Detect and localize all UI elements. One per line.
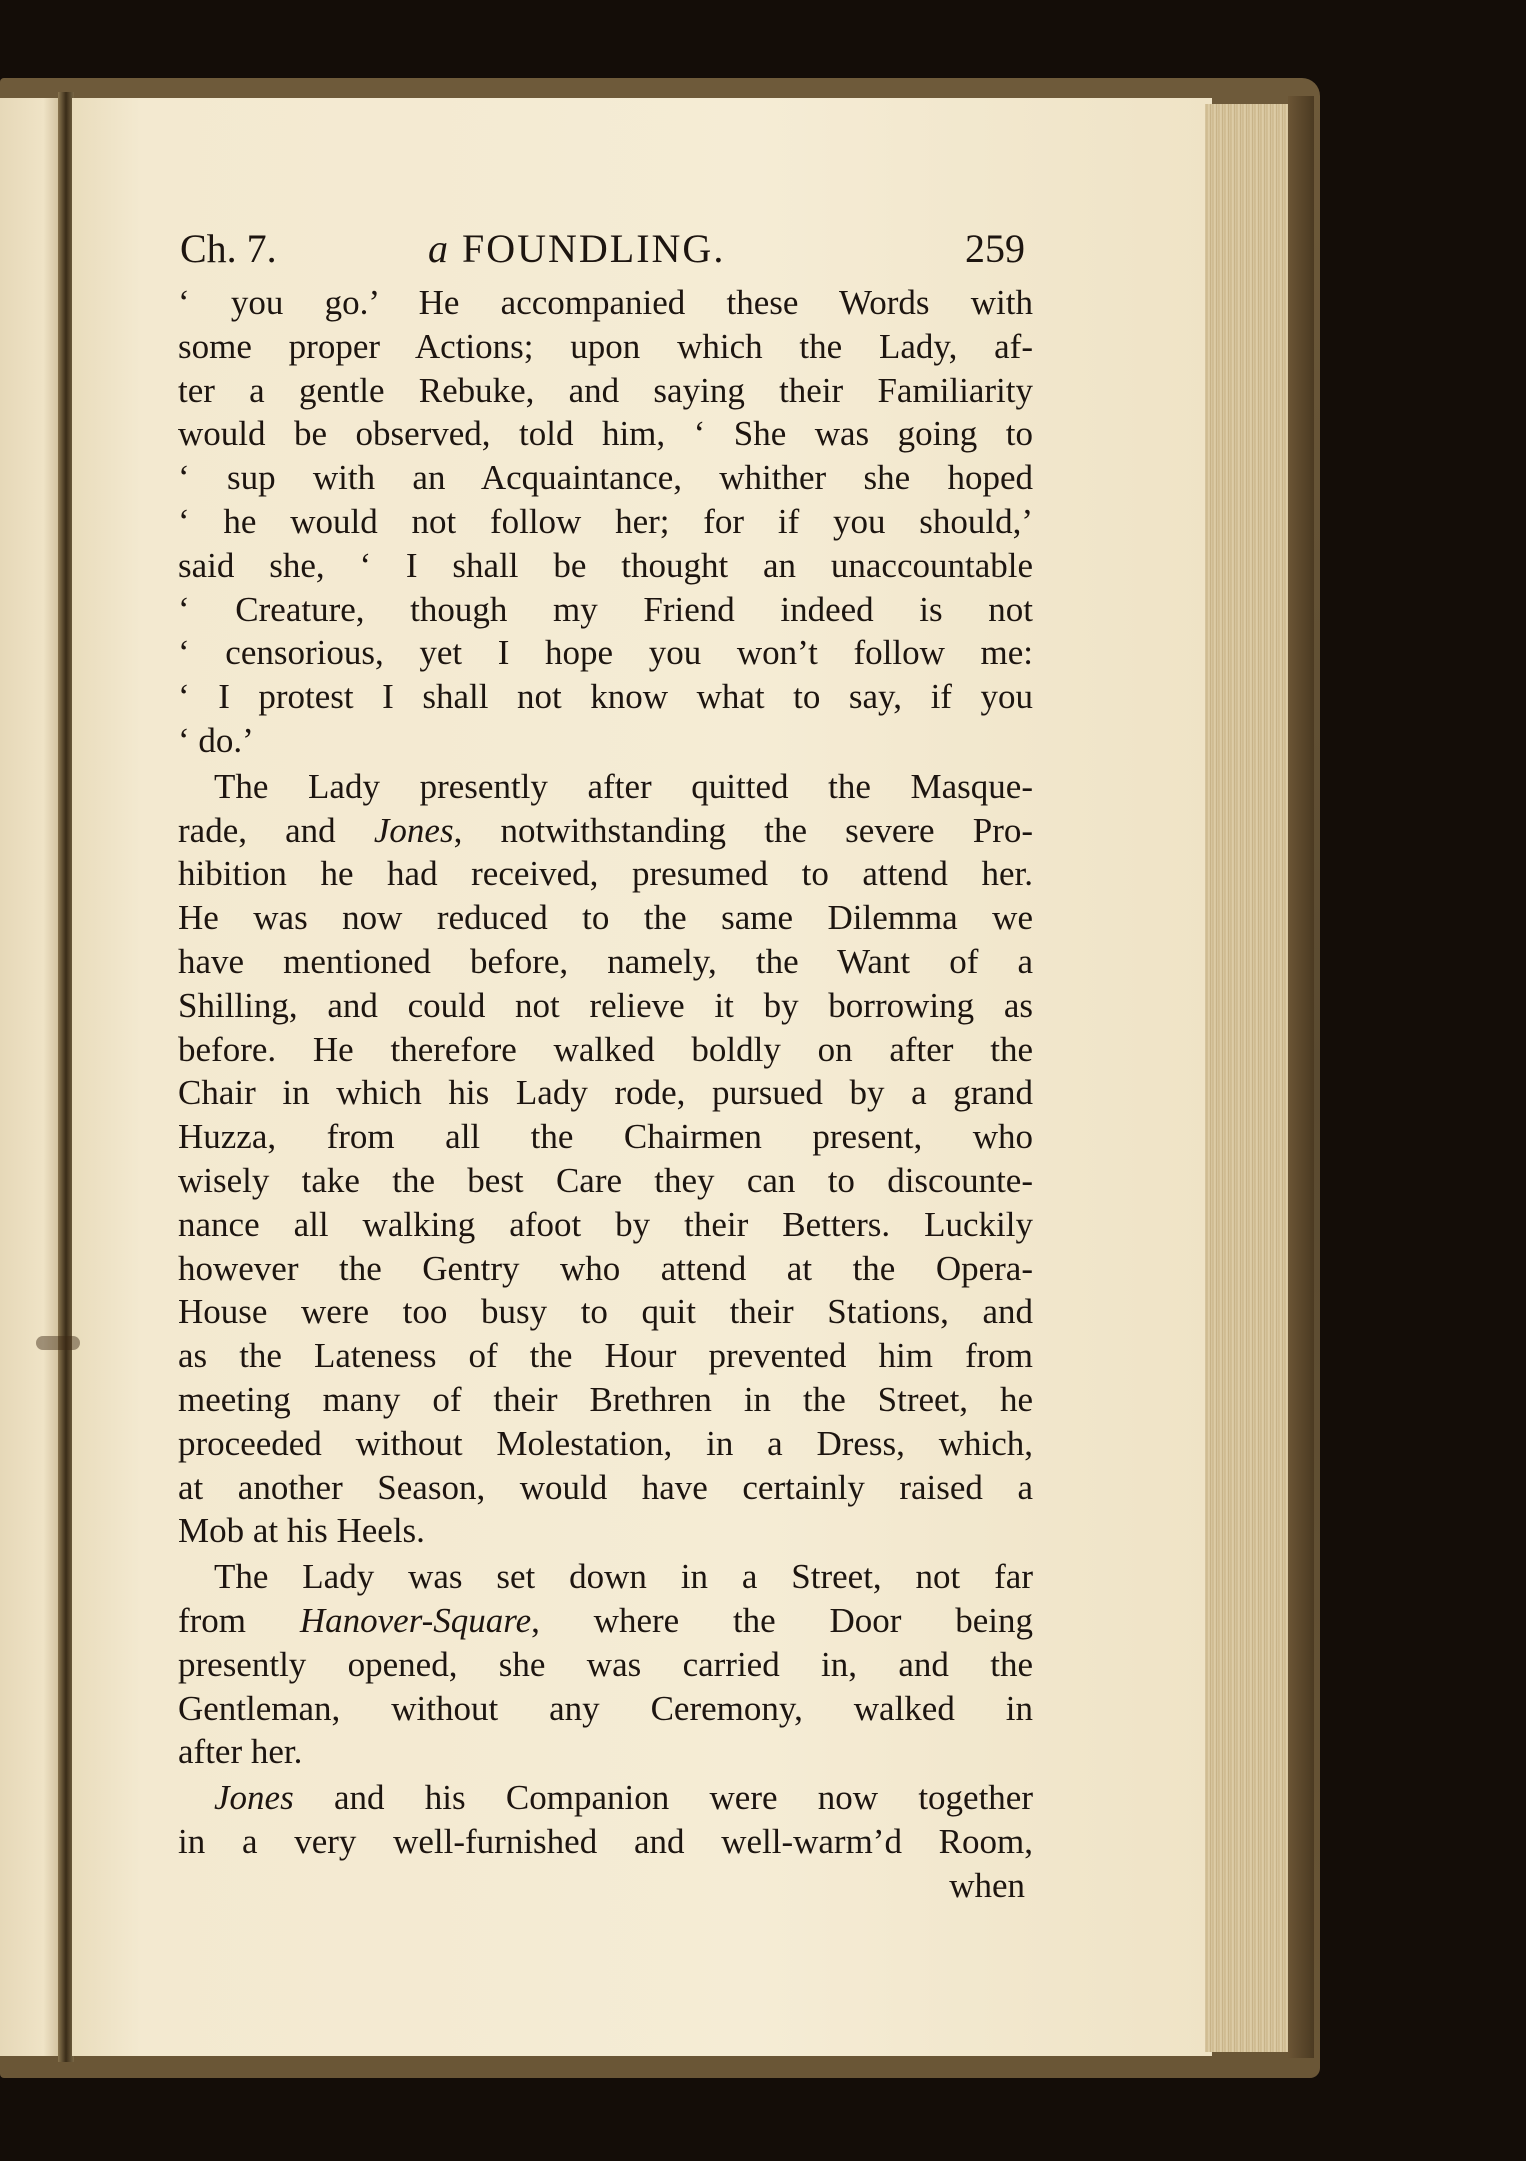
text-line: said she, ‘ I shall be thought an unaccountable [178,545,1033,585]
text-line: proceeded without Molestation, in a Dress, which, [178,1423,1033,1463]
text-line: rade, and Jones, notwithstanding the severe Pro- [178,810,1034,850]
left-page-edge [0,98,62,2056]
text-line: Gentleman, without any Ceremony, walked in [178,1688,1033,1728]
text-line: however the Gentry who attend at the Opera- [178,1248,1033,1288]
text-line: Chair in which his Lady rode, pursued by a grand [178,1073,1033,1113]
text-line: as the Lateness of the Hour prevented him from [178,1336,1033,1376]
text-line: Huzza, from all the Chairmen present, who [178,1117,1033,1157]
text-line: The Lady presently after quitted the Masque- [214,766,1033,806]
text-line: The Lady was set down in a Street, not far [214,1557,1033,1597]
text-line: hibition he had received, presumed to attend her. [178,854,1033,894]
text-line: at another Season, would have certainly raised a [178,1467,1033,1507]
catchword: when [949,1865,1025,1905]
text-line: wisely take the best Care they can to discounte- [178,1160,1033,1200]
text-line: after her. [178,1732,303,1772]
text-line: in a very well-furnished and well-warm’d Room, [178,1821,1033,1861]
page-edges [1205,104,1290,2052]
text-line: ‘ he would not follow her; for if you should,’ [178,501,1033,541]
text-line: ‘ do.’ [178,720,254,760]
text-line: ‘ sup with an Acquaintance, whither she hoped [178,458,1033,498]
text-line: nance all walking afoot by their Betters. Luckily [178,1204,1033,1244]
text-line: before. He therefore walked boldly on after the [178,1029,1033,1069]
text-line: would be observed, told him, ‘ She was going to [178,414,1033,454]
page-number: 259 [965,226,1025,271]
text-line: He was now reduced to the same Dilemma we [178,898,1033,938]
text-line: have mentioned before, namely, the Want of a [178,941,1033,981]
text-line: ‘ Creature, though my Friend indeed is not [178,589,1033,629]
binding-edge [1288,96,1314,2058]
title-prefix: a [428,226,450,271]
page-text [178,225,1033,1907]
chapter-label: Ch. 7. [180,226,277,271]
text-line: meeting many of their Brethren in the Street, he [178,1379,1033,1419]
text-line: House were too busy to quit their Stations, and [178,1292,1033,1332]
text-line: presently opened, she was carried in, and the [178,1644,1033,1684]
text-line: Jones and his Companion were now together [214,1778,1033,1818]
text-line: ‘ censorious, yet I hope you won’t follow me: [178,633,1033,673]
ink-stain [36,1336,80,1350]
text-line: Mob at his Heels. [178,1511,425,1551]
text-line: ‘ you go.’ He accompanied these Words with [178,283,1033,322]
text-line: ‘ I protest I shall not know what to say, if you [178,677,1033,717]
text-line: Shilling, and could not relieve it by borrowing as [178,985,1033,1025]
text-line: ter a gentle Rebuke, and saying their Familiarity [178,370,1033,410]
title-word: FOUNDLING. [462,226,726,271]
running-head [178,225,1033,281]
book-title [428,225,725,272]
text-line: from Hanover-Square, where the Door being [178,1600,1033,1640]
text-line: some proper Actions; upon which the Lady, af- [178,326,1033,366]
